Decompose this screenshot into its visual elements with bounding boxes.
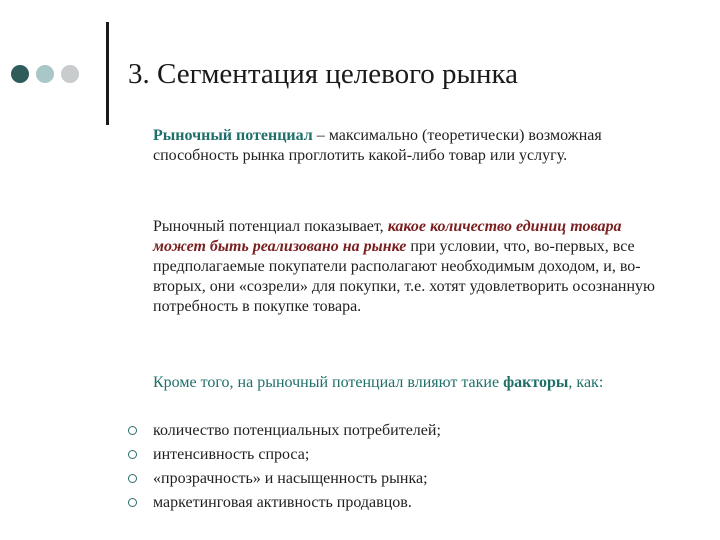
- list-item: [128, 421, 441, 445]
- factors-intro-start: Кроме того, на рыночный потенциал влияют такие: [153, 374, 504, 391]
- factor-text: «прозрачность» и насыщенность рынка;: [153, 470, 428, 487]
- factors-intro-end: , как:: [568, 374, 604, 391]
- market-potential-explanation: [153, 217, 668, 317]
- factor-text: интенсивность спроса;: [153, 446, 310, 463]
- dot-dark: [11, 65, 29, 83]
- market-potential-definition: [153, 126, 668, 166]
- title-divider-line: [106, 22, 109, 125]
- slide-title: 3. Сегментация целевого рынка: [128, 58, 519, 90]
- list-item: [128, 493, 441, 517]
- definition-text: – максимально (теоретически) возможная способность рынка проглотить какой-либо товар или услугу.: [153, 127, 602, 164]
- dot-mid: [36, 65, 54, 83]
- factors-word: факторы: [503, 374, 569, 391]
- explanation-rest: при условии, что, во-первых, все предполагаемые покупатели располагают необходимым доходом, и, во-вторых, они «созрели» для покупки, т.е. хотят удовлетворить осознанную потребность в покупке товара.: [153, 238, 655, 315]
- list-item: [128, 445, 441, 469]
- circle-bullet-icon: [128, 426, 137, 435]
- list-item: [128, 469, 441, 493]
- circle-bullet-icon: [128, 474, 137, 483]
- slide-dots-decoration: [11, 65, 79, 83]
- factors-list: [128, 421, 441, 517]
- circle-bullet-icon: [128, 450, 137, 459]
- factor-text: количество потенциальных потребителей;: [153, 422, 441, 439]
- term-market-potential: Рыночный потенциал: [153, 127, 313, 144]
- factors-intro: [153, 373, 668, 393]
- circle-bullet-icon: [128, 498, 137, 507]
- factor-text: маркетинговая активность продавцов.: [153, 494, 412, 511]
- explanation-start: Рыночный потенциал показывает,: [153, 218, 388, 235]
- explanation-highlight: какое количество единиц товара может быть реализовано на рынке: [153, 218, 622, 255]
- dot-light: [61, 65, 79, 83]
